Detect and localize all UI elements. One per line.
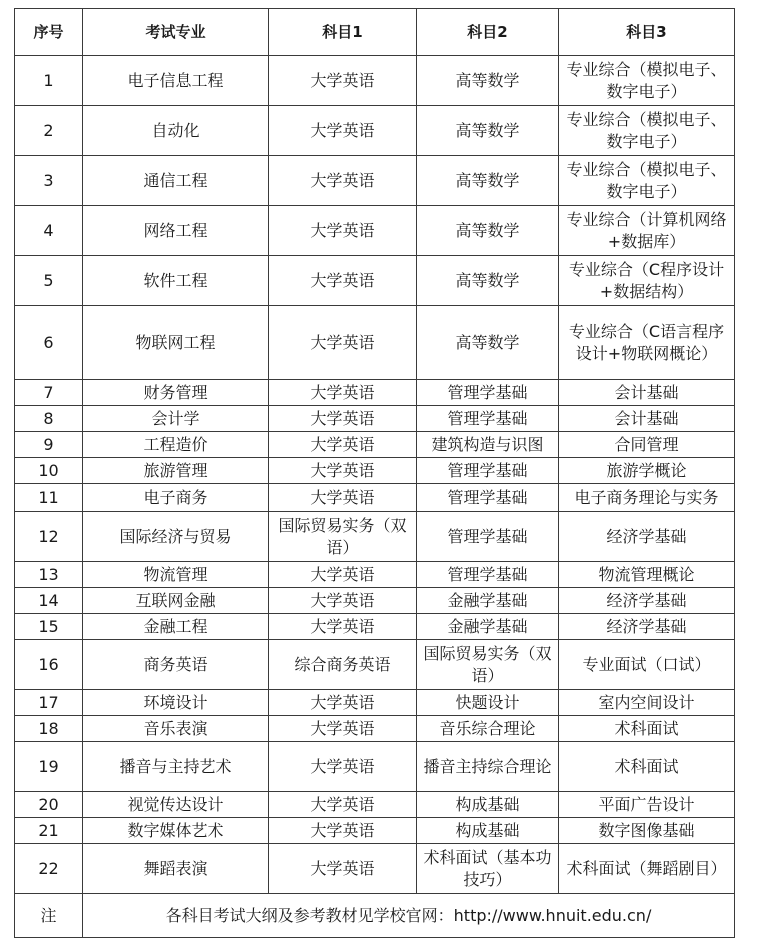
- cell-major: 国际经济与贸易: [83, 512, 269, 562]
- table-row: [15, 742, 735, 792]
- cell-subject-1: 大学英语: [269, 56, 417, 106]
- cell-subject-1: 大学英语: [269, 458, 417, 484]
- cell-subject-3: 会计基础: [559, 406, 735, 432]
- cell-subject-3: 物流管理概论: [559, 562, 735, 588]
- cell-no: 21: [15, 818, 83, 844]
- cell-no: 10: [15, 458, 83, 484]
- cell-subject-1: 大学英语: [269, 256, 417, 306]
- cell-subject-3: 专业综合（计算机网络+数据库）: [559, 206, 735, 256]
- cell-no: 4: [15, 206, 83, 256]
- header-subject-2: 科目2: [417, 9, 559, 56]
- cell-subject-2: 构成基础: [417, 818, 559, 844]
- cell-no: 22: [15, 844, 83, 894]
- cell-no: 13: [15, 562, 83, 588]
- cell-subject-1: 国际贸易实务（双语）: [269, 512, 417, 562]
- cell-subject-3: 经济学基础: [559, 512, 735, 562]
- cell-subject-2: 构成基础: [417, 792, 559, 818]
- cell-no: 14: [15, 588, 83, 614]
- cell-subject-1: 大学英语: [269, 716, 417, 742]
- cell-subject-2: 高等数学: [417, 256, 559, 306]
- cell-major: 会计学: [83, 406, 269, 432]
- table-row: [15, 256, 735, 306]
- table-row: [15, 432, 735, 458]
- table-row: [15, 818, 735, 844]
- header-subject-3: 科目3: [559, 9, 735, 56]
- cell-subject-1: 大学英语: [269, 206, 417, 256]
- cell-major: 电子商务: [83, 484, 269, 512]
- cell-subject-1: 大学英语: [269, 614, 417, 640]
- note-label: 注: [15, 894, 83, 938]
- cell-subject-1: 大学英语: [269, 818, 417, 844]
- cell-subject-3: 术科面试（舞蹈剧目）: [559, 844, 735, 894]
- cell-subject-2: 高等数学: [417, 156, 559, 206]
- cell-subject-1: 大学英语: [269, 106, 417, 156]
- table-row: [15, 56, 735, 106]
- cell-no: 8: [15, 406, 83, 432]
- cell-major: 播音与主持艺术: [83, 742, 269, 792]
- cell-subject-1: 大学英语: [269, 484, 417, 512]
- cell-subject-2: 快题设计: [417, 690, 559, 716]
- cell-subject-2: 管理学基础: [417, 458, 559, 484]
- cell-no: 18: [15, 716, 83, 742]
- cell-subject-3: 专业综合（C程序设计+数据结构）: [559, 256, 735, 306]
- table-row: [15, 106, 735, 156]
- table-row: [15, 206, 735, 256]
- cell-subject-3: 室内空间设计: [559, 690, 735, 716]
- cell-subject-2: 金融学基础: [417, 614, 559, 640]
- table-row: [15, 640, 735, 690]
- cell-subject-1: 大学英语: [269, 306, 417, 380]
- cell-subject-3: 专业综合（C语言程序设计+物联网概论）: [559, 306, 735, 380]
- cell-no: 17: [15, 690, 83, 716]
- cell-no: 16: [15, 640, 83, 690]
- note-text: 各科目考试大纲及参考教材见学校官网：http://www.hnuit.edu.cn/: [83, 894, 735, 938]
- cell-subject-2: 术科面试（基本功技巧）: [417, 844, 559, 894]
- cell-subject-3: 经济学基础: [559, 614, 735, 640]
- table-row: [15, 588, 735, 614]
- cell-subject-2: 金融学基础: [417, 588, 559, 614]
- cell-subject-1: 大学英语: [269, 844, 417, 894]
- cell-subject-1: 大学英语: [269, 588, 417, 614]
- cell-major: 商务英语: [83, 640, 269, 690]
- table-row: [15, 484, 735, 512]
- header-no: 序号: [15, 9, 83, 56]
- cell-subject-3: 旅游学概论: [559, 458, 735, 484]
- cell-no: 11: [15, 484, 83, 512]
- cell-major: 音乐表演: [83, 716, 269, 742]
- cell-subject-2: 高等数学: [417, 306, 559, 380]
- table-row: [15, 562, 735, 588]
- cell-subject-2: 管理学基础: [417, 562, 559, 588]
- cell-subject-3: 经济学基础: [559, 588, 735, 614]
- table-body: [15, 56, 735, 894]
- table-row: [15, 716, 735, 742]
- cell-subject-2: 管理学基础: [417, 512, 559, 562]
- cell-major: 数字媒体艺术: [83, 818, 269, 844]
- header-row: [15, 9, 735, 56]
- cell-subject-1: 大学英语: [269, 432, 417, 458]
- cell-subject-1: 大学英语: [269, 380, 417, 406]
- cell-subject-1: 综合商务英语: [269, 640, 417, 690]
- cell-major: 视觉传达设计: [83, 792, 269, 818]
- cell-no: 20: [15, 792, 83, 818]
- cell-major: 金融工程: [83, 614, 269, 640]
- table-row: [15, 306, 735, 380]
- cell-subject-3: 专业综合（模拟电子、数字电子）: [559, 56, 735, 106]
- cell-major: 物流管理: [83, 562, 269, 588]
- header-subject-1: 科目1: [269, 9, 417, 56]
- cell-major: 电子信息工程: [83, 56, 269, 106]
- header-major: 考试专业: [83, 9, 269, 56]
- cell-subject-2: 高等数学: [417, 106, 559, 156]
- cell-no: 12: [15, 512, 83, 562]
- cell-no: 2: [15, 106, 83, 156]
- cell-subject-1: 大学英语: [269, 406, 417, 432]
- cell-subject-2: 管理学基础: [417, 484, 559, 512]
- cell-subject-3: 专业综合（模拟电子、数字电子）: [559, 156, 735, 206]
- table-row: [15, 792, 735, 818]
- cell-subject-1: 大学英语: [269, 156, 417, 206]
- cell-major: 网络工程: [83, 206, 269, 256]
- cell-major: 互联网金融: [83, 588, 269, 614]
- table-row: [15, 690, 735, 716]
- cell-subject-2: 管理学基础: [417, 380, 559, 406]
- cell-subject-3: 电子商务理论与实务: [559, 484, 735, 512]
- cell-subject-2: 国际贸易实务（双语）: [417, 640, 559, 690]
- cell-major: 旅游管理: [83, 458, 269, 484]
- cell-major: 环境设计: [83, 690, 269, 716]
- cell-no: 7: [15, 380, 83, 406]
- cell-subject-2: 高等数学: [417, 56, 559, 106]
- table-row: [15, 406, 735, 432]
- cell-no: 5: [15, 256, 83, 306]
- cell-major: 软件工程: [83, 256, 269, 306]
- cell-subject-3: 合同管理: [559, 432, 735, 458]
- cell-no: 15: [15, 614, 83, 640]
- cell-subject-3: 术科面试: [559, 742, 735, 792]
- cell-no: 3: [15, 156, 83, 206]
- table-row: [15, 614, 735, 640]
- cell-subject-2: 播音主持综合理论: [417, 742, 559, 792]
- cell-subject-1: 大学英语: [269, 792, 417, 818]
- cell-major: 工程造价: [83, 432, 269, 458]
- cell-subject-3: 平面广告设计: [559, 792, 735, 818]
- table-row: [15, 156, 735, 206]
- table-row: [15, 512, 735, 562]
- exam-subjects-table: [14, 8, 735, 938]
- cell-major: 财务管理: [83, 380, 269, 406]
- table-row: [15, 844, 735, 894]
- cell-subject-3: 术科面试: [559, 716, 735, 742]
- cell-subject-2: 音乐综合理论: [417, 716, 559, 742]
- cell-no: 1: [15, 56, 83, 106]
- cell-subject-2: 建筑构造与识图: [417, 432, 559, 458]
- cell-subject-3: 专业面试（口试）: [559, 640, 735, 690]
- table-row: [15, 458, 735, 484]
- cell-no: 19: [15, 742, 83, 792]
- cell-subject-2: 管理学基础: [417, 406, 559, 432]
- cell-no: 6: [15, 306, 83, 380]
- cell-major: 通信工程: [83, 156, 269, 206]
- cell-subject-1: 大学英语: [269, 742, 417, 792]
- cell-subject-3: 专业综合（模拟电子、数字电子）: [559, 106, 735, 156]
- cell-subject-3: 会计基础: [559, 380, 735, 406]
- note-row: [15, 894, 735, 938]
- table-row: [15, 380, 735, 406]
- cell-major: 舞蹈表演: [83, 844, 269, 894]
- cell-major: 自动化: [83, 106, 269, 156]
- cell-major: 物联网工程: [83, 306, 269, 380]
- cell-subject-3: 数字图像基础: [559, 818, 735, 844]
- cell-subject-1: 大学英语: [269, 690, 417, 716]
- cell-subject-1: 大学英语: [269, 562, 417, 588]
- cell-subject-2: 高等数学: [417, 206, 559, 256]
- cell-no: 9: [15, 432, 83, 458]
